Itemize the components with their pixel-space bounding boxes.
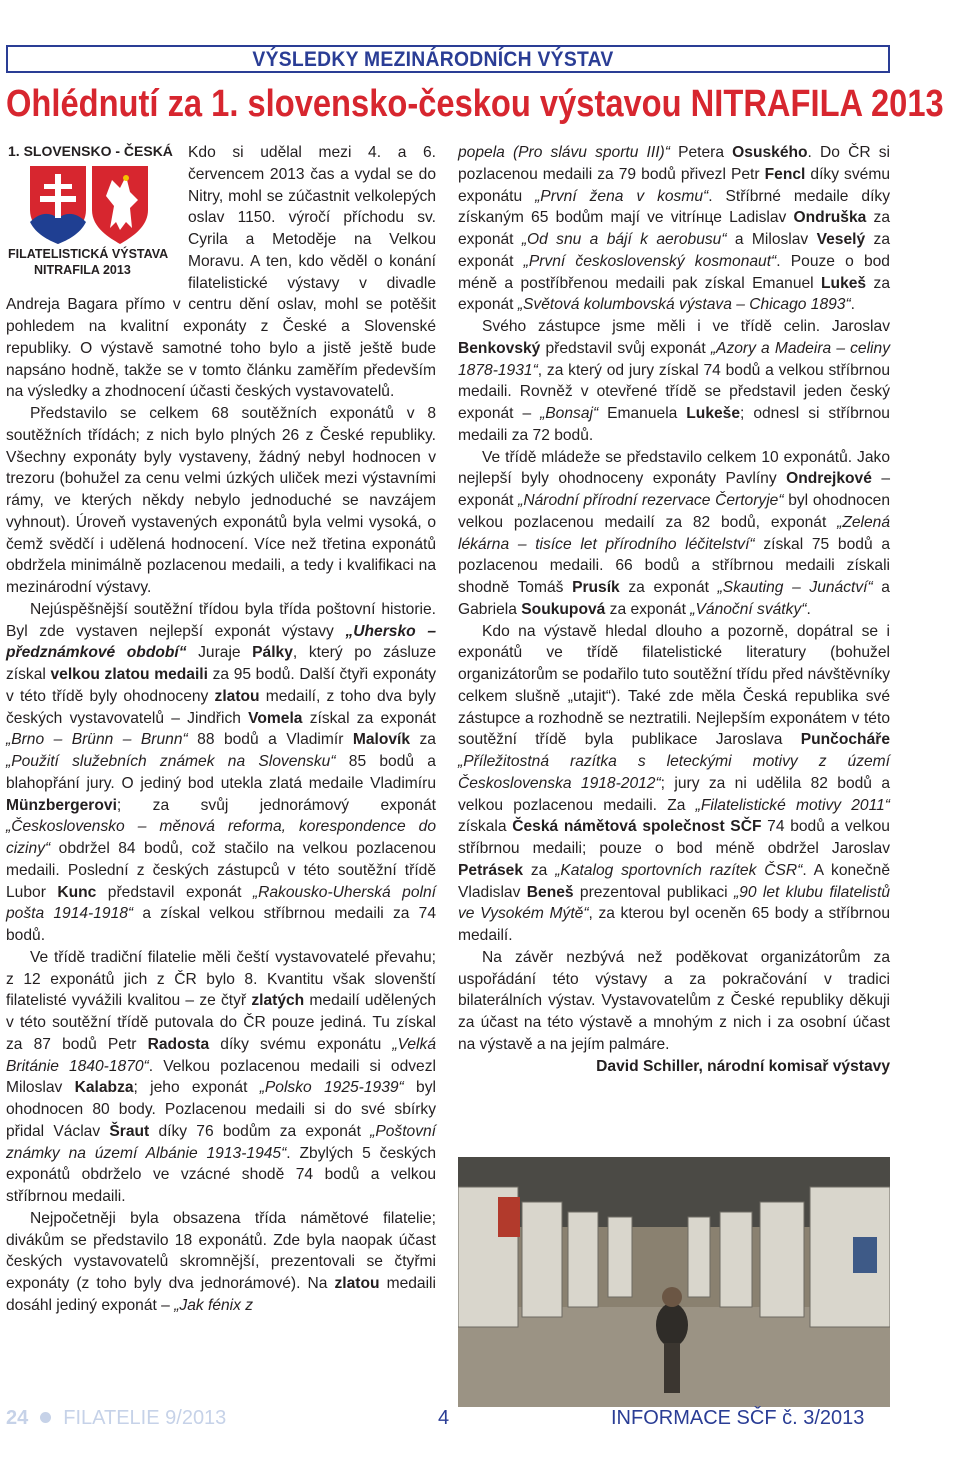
paragraph: Svého zástupce jsme měli i ve třídě celin. Jaroslav Benkovský představil svůj exponát „Azory a Madeira – celiny 1878-1931“, za který od jury získal 74 bodů a velkou stříbrnou medaili. Rovněž v otevřené třídě se představil jeden český exponát – „Bonsaj“ Emanuela Lukeše; odnesl si stříbrnou medaili za 72 bodů. bbox=[458, 318, 890, 444]
paragraph: popela (Pro slávu sportu III)“ Petera Osuského. Do ČR si pozlacenou medaili za 79 bodů přivezl Petr Fencl díky svému exponátu „První žena v kosmu“. Stříbrné medaile díky získaným 65 bodům mají ve vitríнце Ladislav Ondruška za exponát „Od snu a bájí k aerobusu“ a Miloslav Veselý za exponát „První československý kosmonaut“. Pouze o bod méně a postříbřenou medaili pak získal Emanuel Lukeš za exponát „Světová kolumbovská výstava – Chicago 1893“. bbox=[458, 144, 890, 314]
author-signature: David Schiller, národní komisař výstavy bbox=[596, 1057, 890, 1075]
paragraph: Nejpočetněji byla obsazena třída námětové filatelie; divákům se představilo 18 exponátů. Zde byla naopak účast českých vystavovatelů skromnější, prezentovali se čtyřmi exponáty (z toho byly dva jednorámové). Na zlatou medaili dosáhl jediný exponát – „Jak fénix z bbox=[6, 1209, 436, 1314]
paragraph: Představilo se celkem 68 soutěžních exponátů v 8 soutěžních třídách; z nich bylo plných 26 z České republiky. Všechny exponáty byly vystaveny, žádný nebyl hodnocen v trezoru (bohužel za cenu velmi úzkých uliček mezi výstavními rámy, ve kterých někdy nebylo jednoduché se navzájem vyhnout). Úroveň vystavených exponátů byla velmi vysoká, o čemž svědčí i udělená hodnocení. Více než třetina exponátů obdržela minimálně pozlacenou medaili, a tedy i kvalifikaci na mezinárodní výstavy. bbox=[6, 405, 436, 596]
logo-top-text: 1. SLOVENSKO - ČESKÁ bbox=[8, 143, 173, 159]
paragraph: Na závěr nezbývá než poděkovat organizátorům za uspořádání této výstavy a za pokračování v tradici bilaterálních výstav. Vystavovatelům z České republiky děkuji za účast na této výstavě a mnohým z nich i za osobní účast na výstavě a na jejím palmáre. bbox=[458, 948, 890, 1053]
footer-page-number: 4 bbox=[438, 1407, 450, 1429]
paragraph: Ve třídě mládeže se představilo celkem 10 exponátů. Jako nejlepší byly ohodnoceny exponáty Pavlíny Ondrejkové – exponát „Národní přírodní rezervace Čertoryje“ byl ohodnocen velkou pozlacenou medailí za 82 bodů, exponát „Zelená lékárna – tisíce let přírodního léčitelství“ získal 75 bodů a pozlacenou medaili. 66 bodů a stříbrnou medaili získali shodně Tomáš Prusík za exponát „Skauting – Junáctví“ a Gabriela Soukupová za exponát „Vánoční svátky“. bbox=[458, 448, 890, 618]
footer-left bbox=[6, 1407, 226, 1430]
bullet-dot-icon bbox=[40, 1412, 51, 1423]
footer-right-magazine: INFORMACE SČF č. 3/2013 bbox=[611, 1407, 865, 1429]
article-column-left bbox=[6, 142, 436, 1317]
paragraph: Kdo na výstavě hledal dlouho a pozorně, dopátral se i exponátů ve třídě filatelistické literatury (bohužel organizátorům se podařilo tuto soutěžní třídu před návštěvníky celkem slušně „utajit“). Také zde měla Česká republika své zástupce a rozhodně se neztratili. Nejlepším exponátem v této soutěžní třídě byla publikace Jaroslava Punčocháře „Příležitostná razítka s leteckými motivy z území Československa 1918-2012“; jury za ni udělila 82 bodů a velkou pozlacenou medaili. Za „Filatelistické motivy 2011“ získala Česká námětová společnost SČF 74 bodů a velkou stříbrnou medaili; pouze o bod méně obdržel Jaroslav Petrásek za „Katalog sportovních razítek ČSR“. A konečně Vladislav Beneš prezentoval publikaci „90 let klubu filatelistů ve Vysokém Mýtě“, za kterou byl oceněn 65 body a stříbrnou medailí. bbox=[458, 622, 891, 944]
paragraph: Kdo si udělal mezi 4. a 6. červencem 2013 čas a vydal se do Nitry, mohl se zúčastnit velkolepých oslav 1150. výročí příchodu sv. Cyrila a Metoděje na Velkou Moravu. A ten, kdo věděl o konání filatelistické výstavy v divadle Andreja Bagara přímo v centru dění oslav, mohl se potěšit pohledem na kvalitní exponáty z České a Slovenské republiky. O výstavě samotné toho bylo a jistě ještě bude napsáno hodně, takže se v tomto článku zaměřím především na výsledky a zhodnocení účasti českých vystavovatelů. bbox=[6, 144, 436, 401]
paragraph: Nejúspěšnější soutěžní třídou byla třída poštovní historie. Byl zde vystaven nejlepší exponát výstavy „Uhersko – předznámkové období“ Juraje Pálky, který po zásluze získal velkou zlatou medaili za 95 bodů. Další čtyři exponáty v této třídě byly ohodnoceny zlatou medailí, z toho dva byly českých vystavovatelů – Jindřich Vomela získal za exponát „Brno – Brünn – Brunn“ 88 bodů a Vladimír Malovík za „Použití služebních známek na Slovensku“ 85 bodů a blahopřání jury. O jediný bod utekla zlatá medaile Vladimíru Münzbergerovi; za svůj jednorámový exponát „Československo – měnová reforma, korespondence do ciziny“ obdržel 84 bodů, což stačilo na velkou pozlacenou medaili. Poslední z českých zástupců v této soutěžní třídě Lubor Kunc představil exponát „Rakousko-Uherská polní pošta 1914-1918“ a získal velkou stříbrnou medaili za 74 bodů. bbox=[6, 600, 436, 944]
article-column-right bbox=[458, 142, 890, 1077]
footer-left-page: 24 bbox=[6, 1407, 29, 1429]
section-header bbox=[6, 45, 890, 73]
logo-bottom-text-1: FILATELISTICKÁ VÝSTAVA bbox=[8, 247, 169, 261]
footer-left-magazine: FILATELIE 9/2013 bbox=[63, 1407, 227, 1429]
paragraph: Ve třídě tradiční filatelie měli čeští vystavovatelé převahu; z 12 exponátů jich z ČR bylo 8. Kvantitu však slovenští filatelisté vyvážili kvalitou – ze čtyř zlatých medailí udělených v této soutěžní třídě putovala do ČR pouze jediná. Tu získal za 87 bodů Petr Radosta díky svému exponátu „Velká Británie 1840-1870“. Velkou pozlacenou medaili si odvezl Miloslav Kalabza; jeho exponát „Polsko 1925-1939“ byl ohodnocen 80 body. Pozlacenou medaili si do své sbírky přidal Václav Šraut díky 76 bodům za exponát „Poštovní známky na území Albánie 1913-1945“. Zbylých 5 českých exponátů obdrželo ve vzácné shodě 74 bodů a velkou stříbrnou medaili. bbox=[6, 948, 436, 1205]
article-title: Ohlédnutí za 1. slovensko-českou výstavou NITRAFILA 2013 bbox=[6, 83, 944, 125]
section-title: VÝSLEDKY MEZINÁRODNÍCH VÝSTAV bbox=[252, 48, 614, 71]
exhibition-logo bbox=[6, 142, 174, 280]
logo-bottom-text-2: NITRAFILA 2013 bbox=[34, 263, 131, 277]
exhibition-hall-photo bbox=[458, 1157, 890, 1407]
